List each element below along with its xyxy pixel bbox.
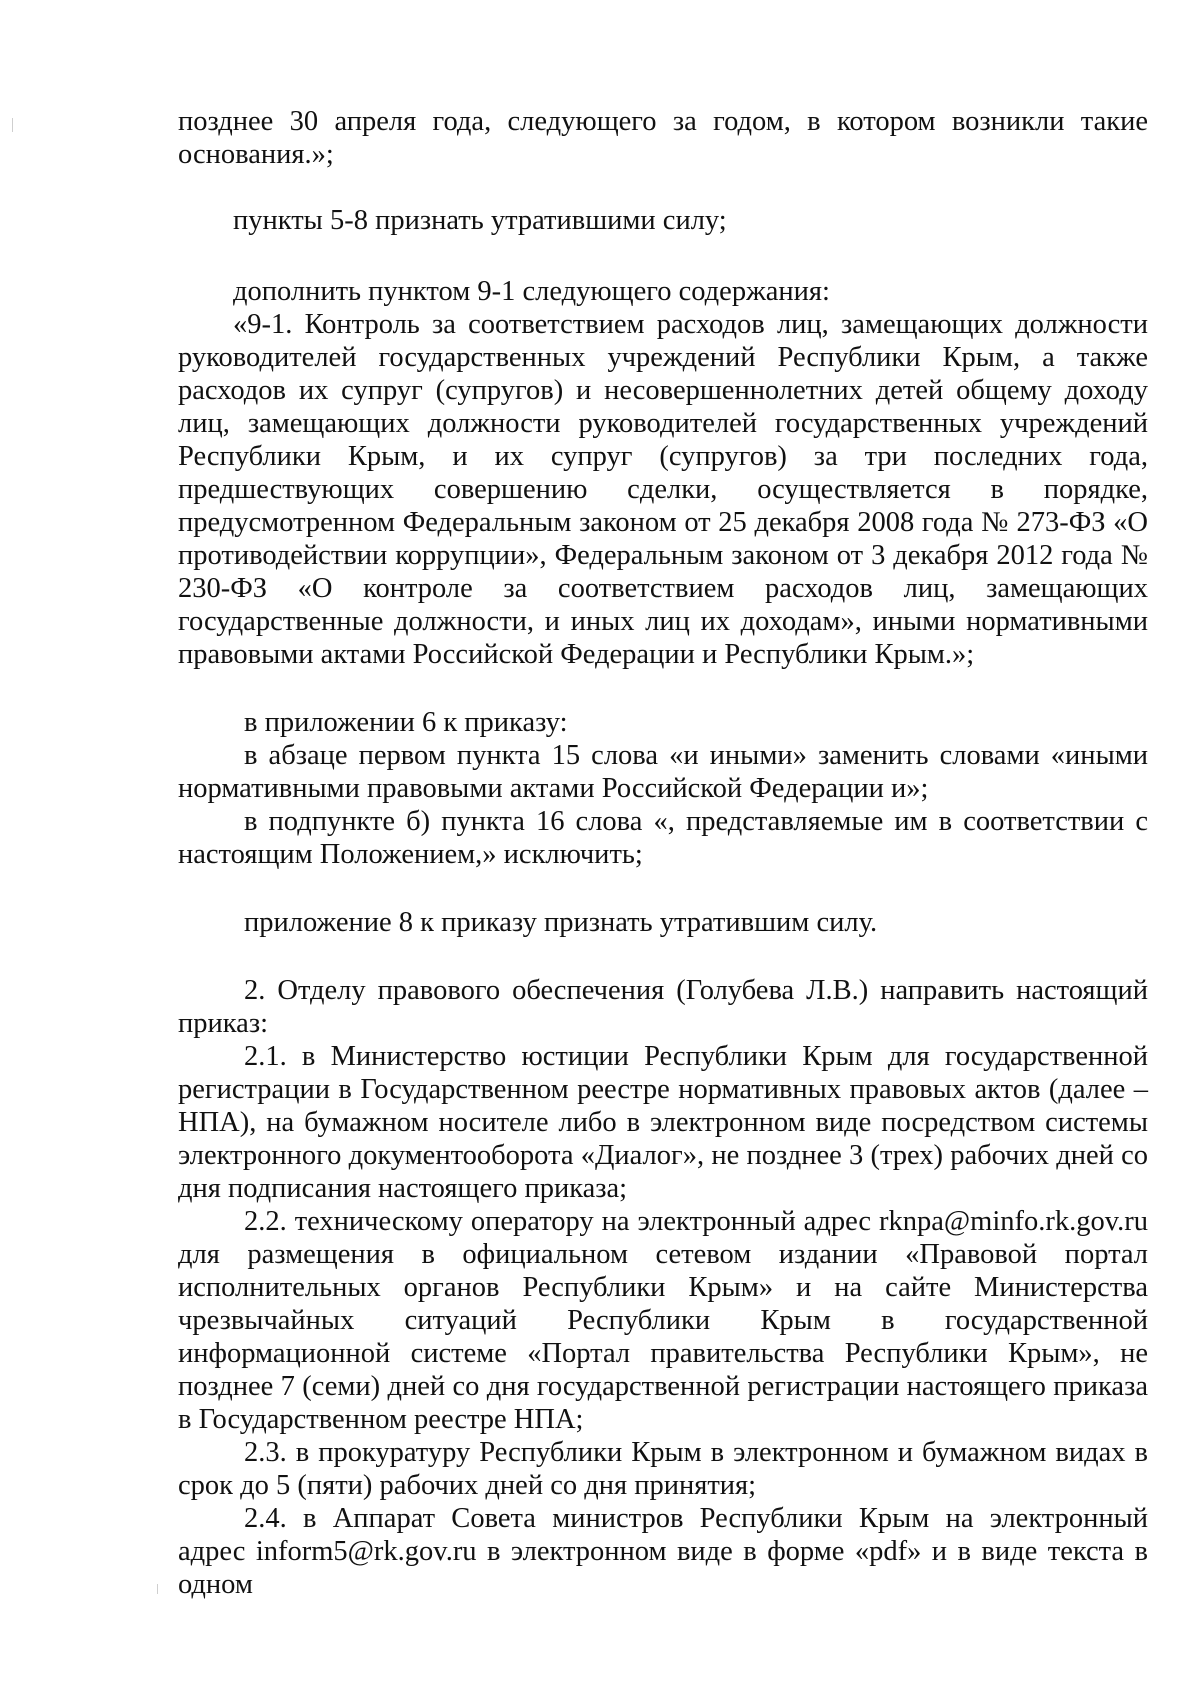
paragraph-section-2-2: 2.2. техническому оператору на электронный адрес rknpa@minfo.rk.gov.ru для размещения в официальном сетевом издании «Правовой портал исполнительных органов Республики Крым» и на сайте Министерства чрезвычайных ситуаций Республики Крым в государственной информационной системе «Портал правительства Республики Крым», не позднее 7 (семи) дней со дня государственной регистрации настоящего приказа в Государственном реестре НПА; — [178, 1206, 1148, 1435]
paragraph-section-2-3: 2.3. в прокуратуру Республики Крым в электронном и бумажном видах в срок до 5 (пяти) рабочих дней со дня принятия; — [178, 1437, 1148, 1501]
paragraph-point-16: в подпункте б) пункта 16 слова «, представляемые им в соответствии с настоящим Положением,» исключить; — [178, 806, 1148, 870]
paragraph-continuation: позднее 30 апреля года, следующего за годом, в котором возникли такие основания.»; — [178, 106, 1148, 170]
scan-artifact-mark — [157, 1584, 158, 1594]
scan-artifact-mark — [12, 118, 13, 132]
paragraph-points-5-8: пункты 5-8 признать утратившими силу; — [233, 205, 727, 236]
paragraph-section-2-1: 2.1. в Министерство юстиции Республики Крым для государственной регистрации в Государственном реестре нормативных правовых актов (далее – НПА), на бумажном носителе либо в электронном виде посредством системы электронного документооборота «Диалог», не позднее 3 (трех) рабочих дней со дня подписания настоящего приказа; — [178, 1041, 1148, 1204]
paragraph-section-2-4: 2.4. в Аппарат Совета министров Республики Крым на электронный адрес inform5@rk.gov.ru в электронном виде в форме «pdf» и в виде текста в одном — [178, 1503, 1148, 1600]
paragraph-appendix-6: в приложении 6 к приказу: — [244, 707, 568, 738]
paragraph-point-15: в абзаце первом пункта 15 слова «и иными» заменить словами «иными нормативными правовыми актами Российской Федерации и»; — [178, 740, 1148, 804]
paragraph-point-9-1-text: «9-1. Контроль за соответствием расходов лиц, замещающих должности руководителей государственных учреждений Республики Крым, а также расходов их супруг (супругов) и несовершеннолетних детей общему доходу лиц, замещающих должности руководителей государственных учреждений Республики Крым, и их супруг (супругов) за три последних года, предшествующих совершению сделки, осуществляется в порядке, предусмотренном Федеральным законом от 25 декабря 2008 года № 273-ФЗ «О противодействии коррупции», Федеральным законом от 3 декабря 2012 года № 230-ФЗ «О контроле за соответствием расходов лиц, замещающих государственные должности, и иных лиц их доходам», иными нормативными правовыми актами Российской Федерации и Республики Крым.»; — [178, 309, 1148, 670]
paragraph-appendix-8: приложение 8 к приказу признать утратившим силу. — [244, 907, 878, 938]
paragraph-add-point-9-1: дополнить пунктом 9-1 следующего содержания: — [233, 276, 830, 307]
document-body — [178, 105, 1148, 1601]
paragraph-section-2: 2. Отделу правового обеспечения (Голубева Л.В.) направить настоящий приказ: — [178, 975, 1148, 1039]
